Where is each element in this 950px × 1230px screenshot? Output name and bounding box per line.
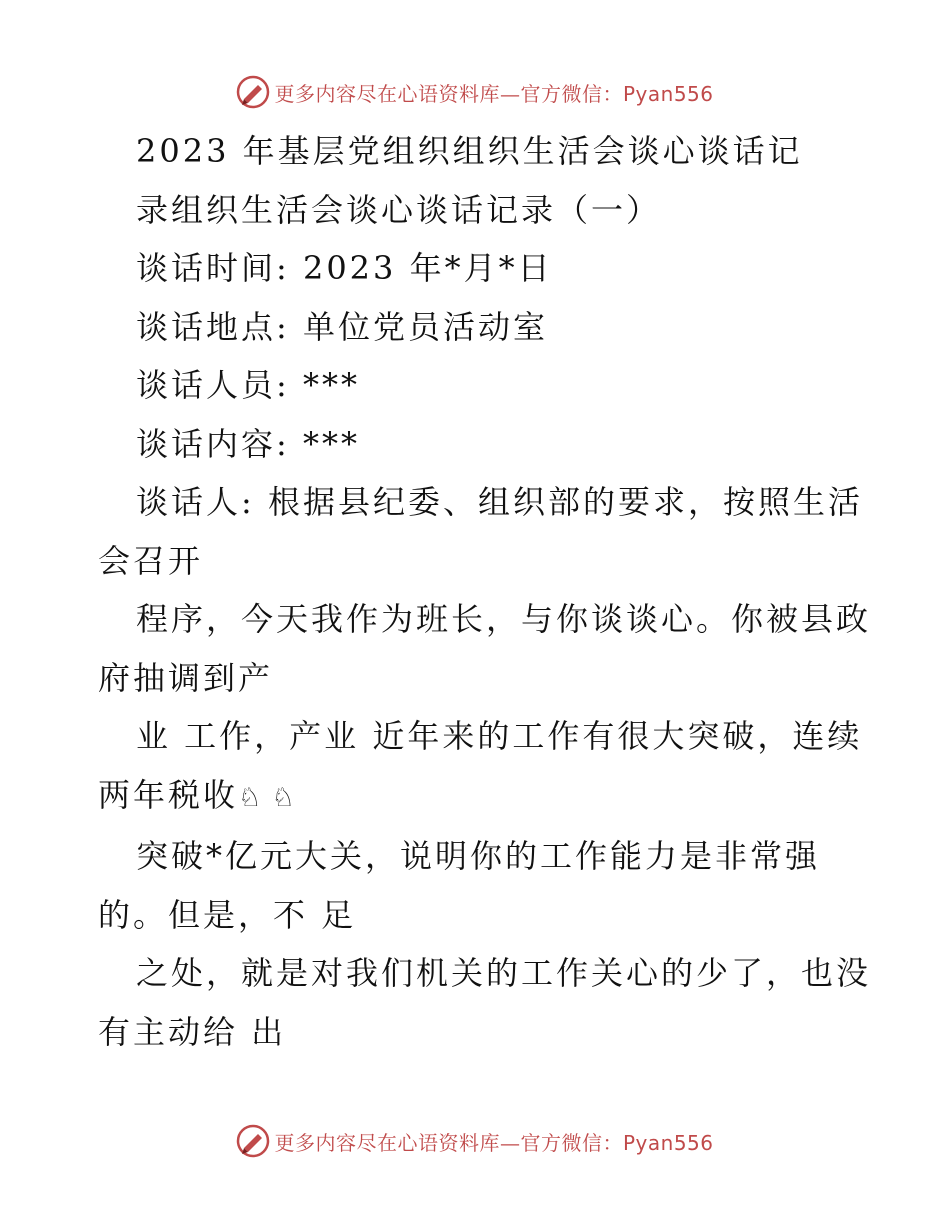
watermark-footer bbox=[0, 1121, 950, 1161]
watermark-text: 更多内容尽在心语资料库—官方微信：Pyan556 bbox=[274, 81, 714, 106]
doc-line: 谈话内容: *** bbox=[136, 424, 360, 463]
watermark-header bbox=[0, 72, 950, 112]
doc-line: 谈话人: 根据县纪委、组织部的要求，按照生活 bbox=[136, 483, 863, 521]
doc-line-text: 两年税收 bbox=[98, 775, 239, 814]
doc-line: 有主动给 出 bbox=[98, 1012, 287, 1051]
doc-line: 突破*亿元大关，说明你的工作能力是非常强 bbox=[136, 837, 821, 875]
doc-line: 府抽调到产 bbox=[98, 658, 274, 697]
doc-line: 2023 年基层党组织组织生活会谈心谈话记 bbox=[136, 132, 803, 170]
doc-line: 会召开 bbox=[98, 541, 204, 580]
pen-logo-icon bbox=[236, 1124, 270, 1158]
doc-line: 谈话时间: 2023 年*月*日 bbox=[136, 249, 553, 287]
pen-logo-icon bbox=[236, 75, 270, 109]
document-body bbox=[98, 122, 872, 1061]
doc-line: 录组织生活会谈心谈话记录（一） bbox=[136, 190, 662, 229]
doc-line: 之处，就是对我们机关的工作关心的少了，也没 bbox=[136, 954, 872, 992]
doc-line: 业 工作，产业 近年来的工作有很大突破，连续 bbox=[136, 717, 863, 755]
doc-line: 谈话地点: 单位党员活动室 bbox=[136, 307, 548, 346]
knight-symbol-icon: ♘♘ bbox=[238, 782, 305, 813]
watermark-text: 更多内容尽在心语资料库—官方微信：Pyan556 bbox=[274, 1130, 714, 1155]
doc-line: 谈话人员: *** bbox=[136, 366, 360, 404]
doc-line bbox=[98, 766, 858, 828]
doc-line: 程序，今天我作为班长，与你谈谈心。你被县政 bbox=[136, 600, 872, 638]
doc-line: 的。但是，不 足 bbox=[98, 895, 357, 934]
